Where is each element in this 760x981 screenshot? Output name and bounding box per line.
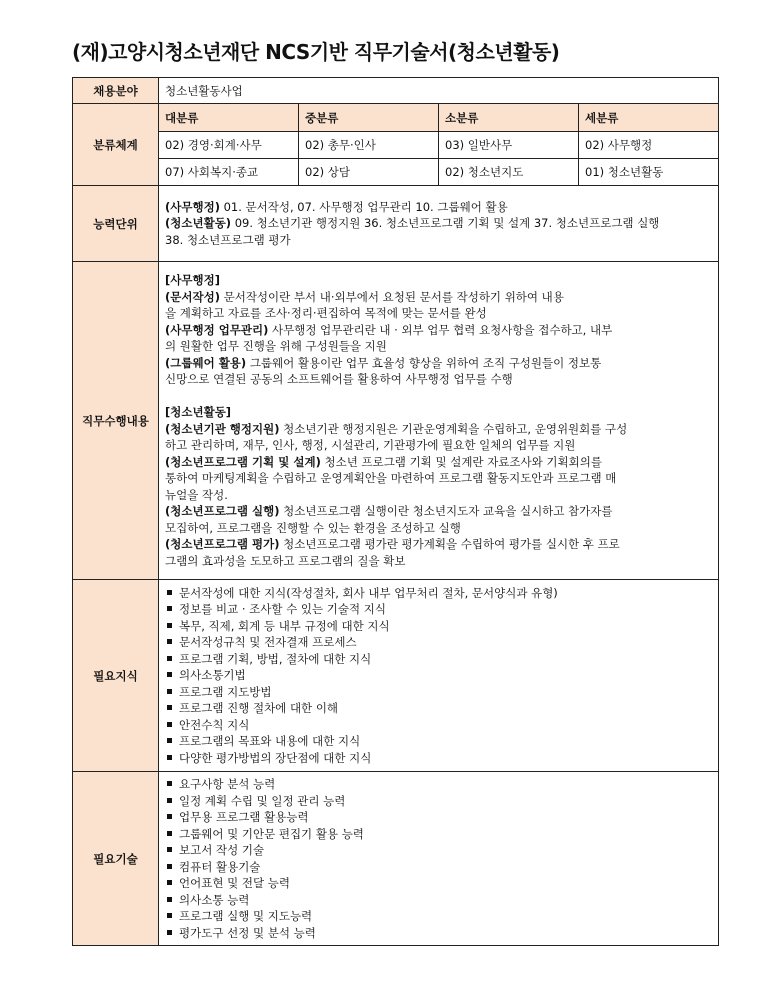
- classification-cell: 01) 청소년활동: [579, 159, 719, 186]
- knowledge-content: [159, 580, 719, 772]
- list-item: [165, 601, 712, 618]
- duties-content: [159, 262, 719, 580]
- classification-cell: 02) 청소년지도: [439, 159, 579, 186]
- list-item: [165, 925, 712, 942]
- list-item-text: 보고서 작성 기술: [179, 843, 265, 857]
- list-item-text: 프로그램 실행 및 지도능력: [179, 909, 313, 923]
- line-text: 하고 관리하며, 재무, 인사, 행정, 시설관리, 기관평가에 필요한 일체의 업무를 지원: [165, 438, 576, 452]
- classification-cell: 02) 상담: [299, 159, 439, 186]
- ability-label: 능력단위: [73, 186, 159, 262]
- square-bullet-icon: [167, 672, 172, 677]
- duties-line: [165, 388, 712, 405]
- skills-label: 필요기술: [73, 772, 159, 946]
- list-item-text: 의사소통기법: [179, 668, 246, 683]
- line-heading: (청소년프로그램 기획 및 설계): [165, 454, 321, 469]
- duties-line: [165, 272, 712, 289]
- field-label: 채용분야: [73, 78, 159, 104]
- square-bullet-icon: [167, 864, 172, 869]
- skills-row: [73, 772, 719, 946]
- line-heading: (사무행정 업무관리): [165, 322, 269, 337]
- square-bullet-icon: [167, 781, 172, 786]
- line-text: 청소년프로그램 실행이란 청소년지도자 교육을 실시하고 참가자를: [279, 504, 613, 518]
- line-text: 38. 청소년프로그램 평가: [165, 232, 291, 247]
- square-bullet-icon: [167, 623, 172, 628]
- square-bullet-icon: [167, 755, 172, 760]
- list-item: [165, 733, 712, 750]
- line-heading: (청소년프로그램 실행): [165, 504, 280, 518]
- square-bullet-icon: [167, 738, 172, 743]
- list-item-text: 컴퓨터 활용기술: [179, 859, 261, 874]
- square-bullet-icon: [167, 847, 172, 852]
- list-item-text: 복무, 직제, 회계 등 내부 규정에 대한 지식: [179, 618, 390, 633]
- field-row: [73, 78, 719, 104]
- ability-lines: [165, 199, 712, 248]
- line-text: 뉴얼을 작성.: [165, 487, 228, 502]
- line-heading: [사무행정]: [165, 273, 220, 287]
- classification-header: 소분류: [439, 104, 579, 132]
- line-text: 사무행정 업무관리란 내 · 외부 업무 협력 요청사항을 접수하고, 내부: [268, 322, 613, 337]
- line-text: 을 계획하고 자료를 조사·정리·편집하여 목적에 맞는 문서를 완성: [165, 306, 487, 320]
- line-heading: (청소년활동): [165, 216, 232, 231]
- list-item: [165, 717, 712, 734]
- duties-line: [165, 305, 712, 322]
- classification-cell: 02) 총무·인사: [299, 132, 439, 159]
- document-title: (재)고양시청소년재단 NCS기반 직무기술서(청소년활동): [72, 40, 560, 64]
- list-item: [165, 859, 712, 876]
- ability-content: [159, 186, 719, 262]
- line-heading: [청소년활동]: [165, 405, 232, 419]
- duties-line: [165, 503, 712, 520]
- square-bullet-icon: [167, 590, 172, 595]
- list-item-text: 프로그램 진행 절차에 대한 이해: [179, 701, 339, 716]
- classification-header: 세분류: [579, 104, 719, 132]
- list-item-text: 다양한 평가방법의 장단점에 대한 지식: [179, 750, 372, 765]
- list-item-text: 일정 계획 수립 및 일정 관리 능력: [179, 793, 346, 808]
- list-item: [165, 651, 712, 668]
- duties-line: [165, 322, 712, 339]
- list-item: [165, 634, 712, 651]
- list-item-text: 의사소통 능력: [179, 892, 250, 907]
- classification-label: 분류체계: [73, 104, 159, 186]
- list-item-text: 정보를 비교 · 조사할 수 있는 기술적 지식: [179, 602, 386, 617]
- duties-line: [165, 338, 712, 355]
- duties-line: [165, 520, 712, 537]
- classification-row: [73, 159, 719, 186]
- classification-header: 대분류: [159, 104, 299, 132]
- list-item-text: 프로그램 기획, 방법, 절차에 대한 지식: [179, 651, 372, 666]
- list-item: [165, 684, 712, 701]
- classification-cell: 07) 사회복지·종교: [159, 159, 299, 186]
- list-item: [165, 618, 712, 635]
- list-item: [165, 842, 712, 859]
- square-bullet-icon: [167, 639, 172, 644]
- square-bullet-icon: [167, 722, 172, 727]
- list-item: [165, 793, 712, 810]
- list-item-text: 언어표현 및 전달 능력: [179, 876, 290, 890]
- ability-row: [73, 186, 719, 262]
- line-text: 모집하여, 프로그램을 진행할 수 있는 환경을 조성하고 실행: [165, 520, 461, 535]
- line-text: 청소년 프로그램 기획 및 설계란 자료조사와 기획회의를: [320, 454, 602, 469]
- duties-line: [165, 421, 712, 438]
- square-bullet-icon: [167, 930, 172, 935]
- line-text: 청소년기관 행정지원은 기관운영계획을 수립하고, 운영위원회를 구성: [279, 421, 628, 436]
- duties-label: 직무수행내용: [73, 262, 159, 580]
- knowledge-label: 필요지식: [73, 580, 159, 772]
- list-item-text: 문서작성규칙 및 전자결재 프로세스: [179, 635, 357, 650]
- duties-row: [73, 262, 719, 580]
- list-item-text: 요구사항 분석 능력: [179, 777, 276, 791]
- list-item-text: 업무용 프로그램 활용능력: [179, 810, 309, 824]
- line-text: 의 원활한 업무 진행을 위해 구성원들을 지원: [165, 339, 387, 353]
- line-heading: (그룹웨어 활용): [165, 355, 247, 370]
- list-item: [165, 585, 712, 602]
- list-item-text: 프로그램 지도방법: [179, 684, 272, 699]
- square-bullet-icon: [167, 814, 172, 819]
- skills-content: [159, 772, 719, 946]
- duties-line: [165, 404, 712, 421]
- list-item: [165, 776, 712, 793]
- duties-line: [165, 437, 712, 454]
- list-item: [165, 892, 712, 909]
- square-bullet-icon: [167, 689, 172, 694]
- line-text: 01. 문서작성, 07. 사무행정 업무관리 10. 그룹웨어 활용: [219, 200, 508, 215]
- classification-header: 중분류: [299, 104, 439, 132]
- line-heading: (청소년프로그램 평가): [165, 537, 280, 551]
- square-bullet-icon: [167, 656, 172, 661]
- list-item-text: 평가도구 선정 및 분석 능력: [179, 925, 316, 940]
- ability-line: [165, 232, 712, 248]
- square-bullet-icon: [167, 897, 172, 902]
- duties-line: [165, 371, 712, 388]
- list-item: [165, 667, 712, 684]
- duties-line: [165, 487, 712, 504]
- list-item-text: 문서작성에 대한 지식(작성절차, 회사 내부 업무처리 절차, 문서양식과 유형): [179, 585, 558, 600]
- classification-cell: 02) 사무행정: [579, 132, 719, 159]
- duties-line: [165, 553, 712, 570]
- list-item: [165, 700, 712, 717]
- square-bullet-icon: [167, 705, 172, 710]
- duties-line: [165, 355, 712, 372]
- skills-list: [165, 776, 712, 941]
- list-item: [165, 875, 712, 892]
- duties-line: [165, 289, 712, 306]
- square-bullet-icon: [167, 798, 172, 803]
- classification-cell: 03) 일반사무: [439, 132, 579, 159]
- line-text: 신망으로 연결된 공동의 소프트웨어를 활용하여 사무행정 업무를 수행: [165, 372, 513, 386]
- list-item-text: 그룹웨어 및 기안문 편집기 활용 능력: [179, 826, 364, 841]
- classification-header-row: [73, 104, 719, 132]
- duties-line: [165, 470, 712, 487]
- line-text: 청소년프로그램 평가란 평가계획을 수립하여 평가를 실시한 후 프로: [279, 537, 620, 551]
- square-bullet-icon: [167, 831, 172, 836]
- ability-line: [165, 199, 712, 215]
- list-item-text: 안전수칙 지식: [179, 717, 250, 732]
- line-heading: (사무행정): [165, 200, 220, 215]
- square-bullet-icon: [167, 913, 172, 918]
- duties-line: [165, 454, 712, 471]
- ability-line: [165, 215, 712, 231]
- field-value: 청소년활동사업: [159, 78, 719, 104]
- line-text: 그램의 효과성을 도모하고 프로그램의 질을 확보: [165, 553, 406, 568]
- classification-cell: 02) 경영·회계·사무: [159, 132, 299, 159]
- job-description-table: [72, 77, 719, 946]
- list-item: [165, 826, 712, 843]
- line-text: 그룹웨어 활용이란 업무 효율성 향상을 위하여 조직 구성원들이 정보통: [246, 355, 602, 370]
- knowledge-row: [73, 580, 719, 772]
- square-bullet-icon: [167, 606, 172, 611]
- list-item-text: 프로그램의 목표와 내용에 대한 지식: [179, 734, 361, 749]
- square-bullet-icon: [167, 880, 172, 885]
- line-heading: (청소년기관 행정지원): [165, 421, 280, 436]
- line-text: 문서작성이란 부서 내·외부에서 요청된 문서를 작성하기 위하여 내용: [219, 289, 564, 304]
- line-text: 통하여 마케팅계획을 수립하고 운영계획안을 마련하여 프로그램 활동지도안과 프로그램 매: [165, 471, 617, 485]
- list-item: [165, 908, 712, 925]
- list-item: [165, 750, 712, 767]
- knowledge-list: [165, 585, 712, 767]
- list-item: [165, 809, 712, 826]
- line-text: 09. 청소년기관 행정지원 36. 청소년프로그램 기획 및 설계 37. 청소년프로그램 실행: [231, 216, 660, 231]
- duties-lines: [165, 272, 712, 569]
- line-heading: (문서작성): [165, 289, 220, 304]
- classification-row: [73, 132, 719, 159]
- duties-line: [165, 536, 712, 553]
